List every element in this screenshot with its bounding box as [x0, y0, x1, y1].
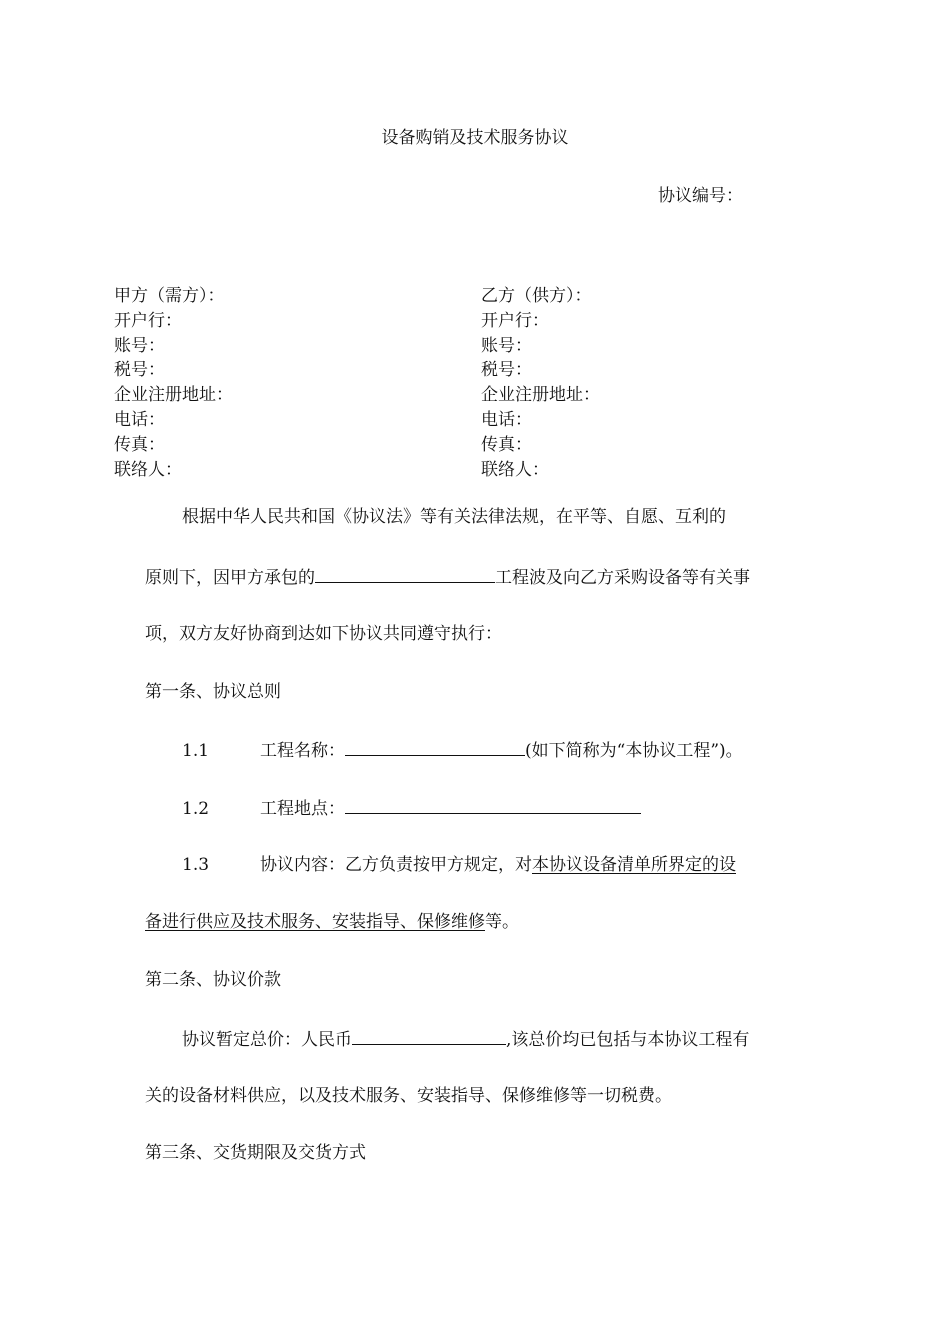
- total-price-label: 协议暂定总价：人民币: [182, 1030, 352, 1050]
- party-a-bank: 开户行：: [114, 310, 182, 331]
- clause-1-3-number: 1.3: [182, 855, 210, 875]
- project-name-blank: [315, 564, 495, 583]
- clause-1-3-continued: [145, 910, 519, 934]
- party-a-tax-id: 税号：: [114, 360, 165, 381]
- party-a-heading: 甲方（需方）：: [114, 286, 225, 306]
- clause-1-3-text: 协议内容：乙方负责按甲方规定，对: [260, 855, 532, 875]
- clause-1-3-underlined-1: 本协议设备清单所界定的设: [532, 855, 736, 875]
- agreement-number-label: 协议编号：: [658, 186, 743, 206]
- party-b-contact: 联络人：: [481, 459, 549, 480]
- preamble-line-2: [145, 564, 750, 590]
- project-location-blank: [345, 795, 641, 814]
- party-a-block: [114, 284, 233, 482]
- clause-1-2-number: 1.2: [182, 799, 210, 819]
- preamble-line-1: 根据中华人民共和国《协议法》等有关法律法规，在平等、自愿、互利的: [182, 507, 726, 527]
- party-b-address: 企业注册地址：: [481, 385, 600, 406]
- party-a-phone: 电话：: [114, 409, 165, 430]
- party-b-block: [481, 284, 600, 482]
- article-2-heading: 第二条、协议价款: [145, 970, 281, 990]
- clause-1-2: [182, 795, 641, 821]
- party-a-fax: 传真：: [114, 434, 165, 455]
- party-b-heading: 乙方（供方）：: [481, 286, 592, 306]
- article-2-line-2: 关的设备材料供应，以及技术服务、安装指导、保修维修等一切税费。: [145, 1086, 672, 1106]
- document-title: 设备购销及技术服务协议: [381, 128, 569, 148]
- clause-1-3-underlined-2: 备进行供应及技术服务、安装指导、保修维修: [145, 912, 485, 932]
- party-b-fax: 传真：: [481, 434, 532, 455]
- party-b-account: 账号：: [481, 335, 532, 356]
- preamble-line-2-end: 工程波及向乙方采购设备等有关事: [495, 568, 750, 588]
- project-name-field-blank: [345, 737, 525, 756]
- clause-1-1-number: 1.1: [182, 741, 210, 761]
- clause-1-2-label: 工程地点：: [260, 799, 345, 819]
- party-a-account: 账号：: [114, 335, 165, 356]
- article-3-heading: 第三条、交货期限及交货方式: [145, 1143, 366, 1163]
- party-a-address: 企业注册地址：: [114, 385, 233, 406]
- clause-1-3-end: 等。: [485, 912, 519, 932]
- article-1-heading: 第一条、协议总则: [145, 682, 281, 702]
- clause-1-1-suffix: (如下简称为“本协议工程”)。: [525, 741, 743, 761]
- party-a-contact: 联络人：: [114, 459, 182, 480]
- party-b-bank: 开户行：: [481, 310, 549, 331]
- clause-1-1: [182, 737, 743, 763]
- preamble-line-2-start: 原则下，因甲方承包的: [145, 568, 315, 588]
- article-2-line-1-end: ,该总价均已包括与本协议工程有: [506, 1030, 750, 1050]
- party-b-tax-id: 税号：: [481, 360, 532, 381]
- total-price-blank: [352, 1026, 506, 1045]
- clause-1-3: [182, 853, 736, 877]
- party-b-phone: 电话：: [481, 409, 532, 430]
- article-2-line-1: [182, 1026, 749, 1052]
- clause-1-1-label: 工程名称：: [260, 741, 345, 761]
- preamble-line-3: 项，双方友好协商到达如下协议共同遵守执行：: [145, 624, 502, 644]
